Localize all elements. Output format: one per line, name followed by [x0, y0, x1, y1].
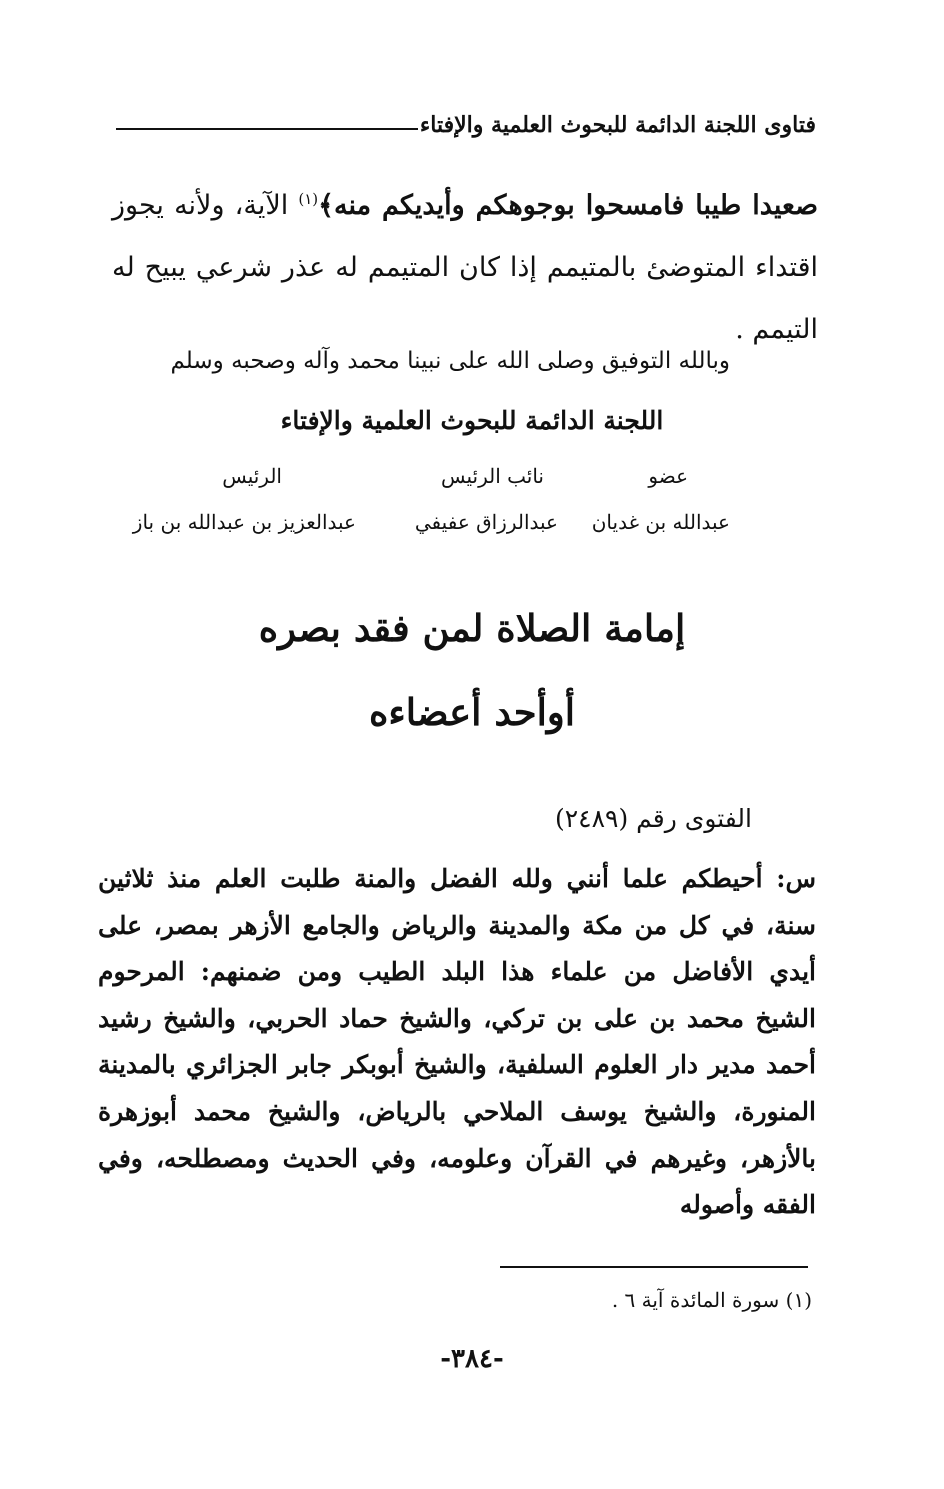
footnote-reference: (١)	[298, 190, 319, 208]
signatory-role-president: الرئيس	[222, 464, 282, 488]
signatory-name-vice-president: عبدالرزاق عفيفي	[414, 510, 558, 534]
footnote-rule	[500, 1266, 808, 1268]
running-header-title: فتاوى اللجنة الدائمة للبحوث العلمية والإفتاء	[419, 112, 816, 138]
signatory-role-member: عضو	[648, 464, 688, 488]
footnote: (١) سورة المائدة آية ٦ .	[611, 1288, 812, 1312]
quran-quote: صعيدا طيبا فامسحوا بوجوهكم وأيديكم منه﴾	[318, 190, 819, 221]
closing-line: وبالله التوفيق وصلى الله على نبينا محمد وآله وصحبه وسلم	[170, 348, 730, 374]
question-paragraph: س: أحيطكم علما أنني ولله الفضل والمنة طلبت العلم منذ ثلاثين سنة، في كل من مكة والمدينة والرياض والجامع الأزهر بمصر، على أيدي الأفاضل من علماء هذا البلد الطيب ومن ضمنهم: المرحوم الشيخ محمد بن على بن تركي، والشيخ حماد الحربي، والشيخ رشيد أحمد مدير دار العلوم السلفية، والشيخ أبوبكر جابر الجزائري بالمدينة المنورة، والشيخ يوسف الملاحي بالرياض، والشيخ محمد أبوزهرة بالأزهر، وغيرهم في القرآن وعلومه، وفي الحديث ومصطلحه، وفي الفقه وأصوله	[98, 864, 816, 1220]
signatory-name-member: عبدالله بن غديان	[591, 510, 730, 534]
fatwa-number: الفتوى رقم (٢٤٨٩)	[554, 804, 752, 833]
opening-paragraph	[112, 168, 818, 361]
signatory-name-president: عبدالعزيز بن عبدالله بن باز	[132, 510, 356, 534]
section-title-line1: إمامة الصلاة لمن فقد بصره	[258, 606, 686, 650]
page-number: -٣٨٤-	[440, 1344, 504, 1374]
signatory-role-vice-president: نائب الرئيس	[440, 464, 544, 488]
header-rule	[116, 128, 418, 130]
paragraph-text: الآية، ولأنه يجوز اقتداء المتوضئ بالمتيمم إذا كان المتيمم له عذر شرعي يبيح له التيمم .	[112, 190, 818, 345]
section-title-line2: أوأحد أعضاءه	[368, 690, 576, 734]
committee-name: اللجنة الدائمة للبحوث العلمية والإفتاء	[280, 406, 664, 435]
